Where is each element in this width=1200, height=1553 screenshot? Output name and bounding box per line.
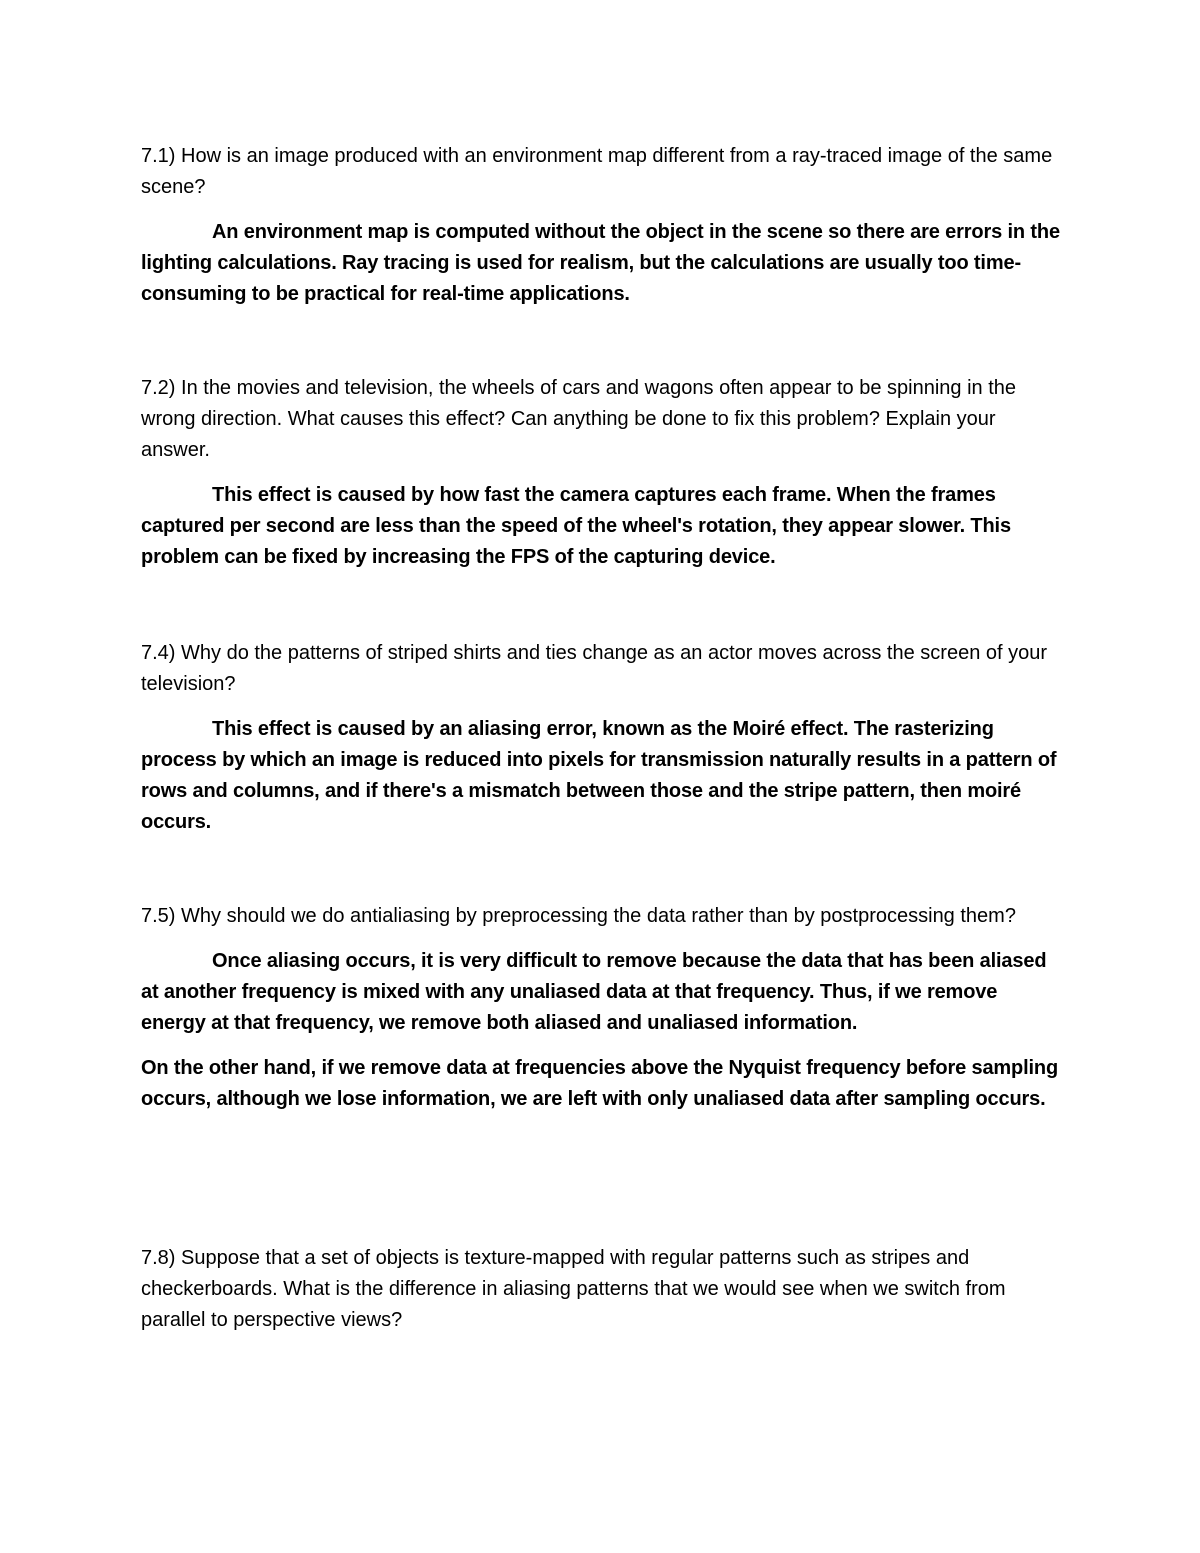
question-text: 7.4) Why do the patterns of striped shirts and ties change as an actor moves across the screen of your television? xyxy=(141,642,1048,695)
question-text: 7.5) Why should we do antialiasing by preprocessing the data rather than by postprocessing them? xyxy=(141,905,1016,927)
answer-text: An environment map is computed without the object in the scene so there are errors in the lighting calculations. Ray tracing is used for realism, but the calculations are usually too time-consuming to be practical for real-time applications. xyxy=(141,221,1060,305)
question-text: 7.8) Suppose that a set of objects is texture-mapped with regular patterns such as stripes and checkerboards. What is the difference in aliasing patterns that we would see when we switch from parallel to perspective views? xyxy=(141,1247,1006,1331)
answer-text: Once aliasing occurs, it is very difficult to remove because the data that has been aliased at another frequency is mixed with any unaliased data at that frequency. Thus, if we remove energy at that frequency, we remove both aliased and unaliased information. xyxy=(141,950,1047,1034)
question-block-7-8 xyxy=(141,1243,1066,1336)
answer-text: This effect is caused by how fast the camera captures each frame. When the frames captured per second are less than the speed of the wheel's rotation, they appear slower. This problem can be fixed by increasing the FPS of the capturing device. xyxy=(141,484,1011,568)
question-block-7-5 xyxy=(141,901,1066,1115)
question-block-7-2 xyxy=(141,373,1066,573)
question-block-7-1 xyxy=(141,141,1066,310)
answer-text-continued: On the other hand, if we remove data at frequencies above the Nyquist frequency before sampling occurs, although we lose information, we are left with only unaliased data after sampling occurs. xyxy=(141,1057,1059,1110)
answer-text: This effect is caused by an aliasing error, known as the Moiré effect. The rasterizing process by which an image is reduced into pixels for transmission naturally results in a pattern of rows and columns, and if there's a mismatch between those and the stripe pattern, then moiré occurs. xyxy=(141,718,1057,833)
question-text: 7.2) In the movies and television, the wheels of cars and wagons often appear to be spinning in the wrong direction. What causes this effect? Can anything be done to fix this problem? Explain your answer. xyxy=(141,377,1016,461)
question-block-7-4 xyxy=(141,638,1066,838)
question-text: 7.1) How is an image produced with an environment map different from a ray-traced image of the same scene? xyxy=(141,145,1053,198)
